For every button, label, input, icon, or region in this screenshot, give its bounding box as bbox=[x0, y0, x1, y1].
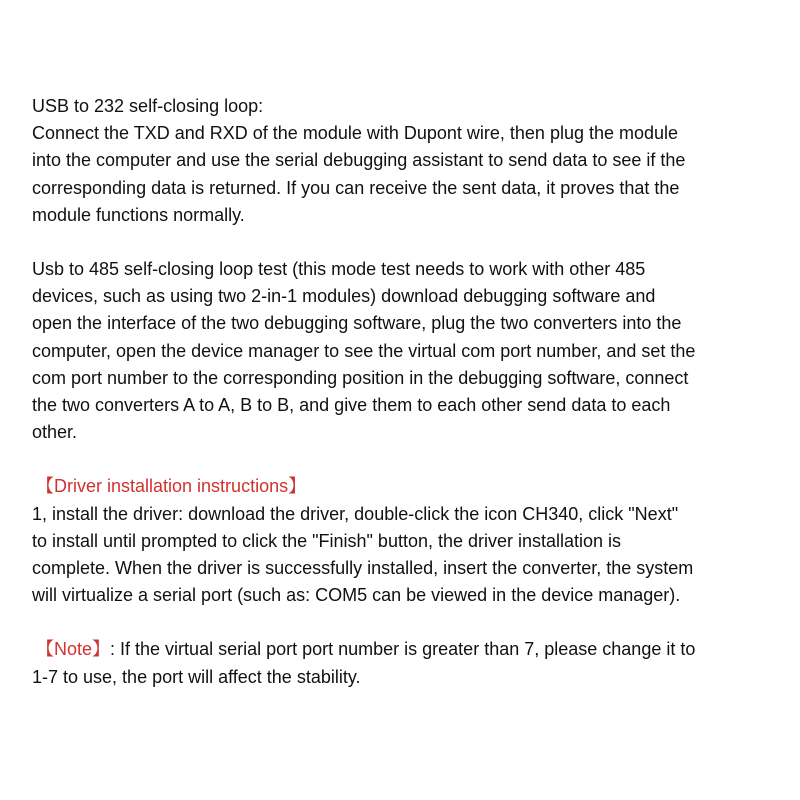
note-label: 【Note】 bbox=[36, 639, 111, 660]
paragraph-line: devices, such as using two 2-in-1 modules) download debugging software and bbox=[32, 286, 656, 307]
spacer bbox=[32, 446, 794, 473]
paragraph-line: the two converters A to A, B to B, and give them to each other send data to each bbox=[32, 395, 671, 416]
paragraph-line: other. bbox=[32, 422, 78, 443]
paragraph-line: module functions normally. bbox=[32, 204, 245, 225]
paragraph-line: will virtualize a serial port (such as: COM5 can be viewed in the device manager). bbox=[32, 585, 681, 606]
section-heading: USB to 232 self-closing loop: bbox=[32, 96, 264, 116]
section-driver-install bbox=[32, 473, 794, 609]
paragraph-line: corresponding data is returned. If you can receive the sent data, it proves that the bbox=[32, 177, 680, 198]
note-first-line bbox=[36, 636, 794, 663]
driver-instructions-heading: 【Driver installation instructions】 bbox=[36, 476, 307, 497]
paragraph-line: open the interface of the two debugging software, plug the two converters into the bbox=[32, 313, 682, 334]
paragraph-line: Usb to 485 self-closing loop test (this mode test needs to work with other 485 bbox=[32, 259, 646, 280]
paragraph-line: computer, open the device manager to see the virtual com port number, and set the bbox=[32, 340, 696, 361]
instructions-document bbox=[32, 93, 794, 691]
paragraph-line: com port number to the corresponding position in the debugging software, connect bbox=[32, 367, 689, 388]
paragraph-line: Connect the TXD and RXD of the module with Dupont wire, then plug the module bbox=[32, 123, 679, 144]
note-text: : If the virtual serial port port number is greater than 7, please change it to bbox=[110, 639, 696, 660]
section-usb-485 bbox=[32, 256, 794, 446]
section-note bbox=[32, 636, 794, 690]
spacer bbox=[32, 609, 794, 636]
paragraph-line: into the computer and use the serial debugging assistant to send data to see if the bbox=[32, 150, 686, 171]
spacer bbox=[32, 229, 794, 256]
section-usb-232 bbox=[32, 93, 794, 229]
paragraph-line: to install until prompted to click the "Finish" button, the driver installation is bbox=[32, 530, 622, 551]
paragraph-line: 1-7 to use, the port will affect the stability. bbox=[32, 666, 361, 687]
paragraph-line: 1, install the driver: download the driver, double-click the icon CH340, click "Next" bbox=[32, 503, 679, 524]
paragraph-line: complete. When the driver is successfully installed, insert the converter, the system bbox=[32, 558, 694, 579]
